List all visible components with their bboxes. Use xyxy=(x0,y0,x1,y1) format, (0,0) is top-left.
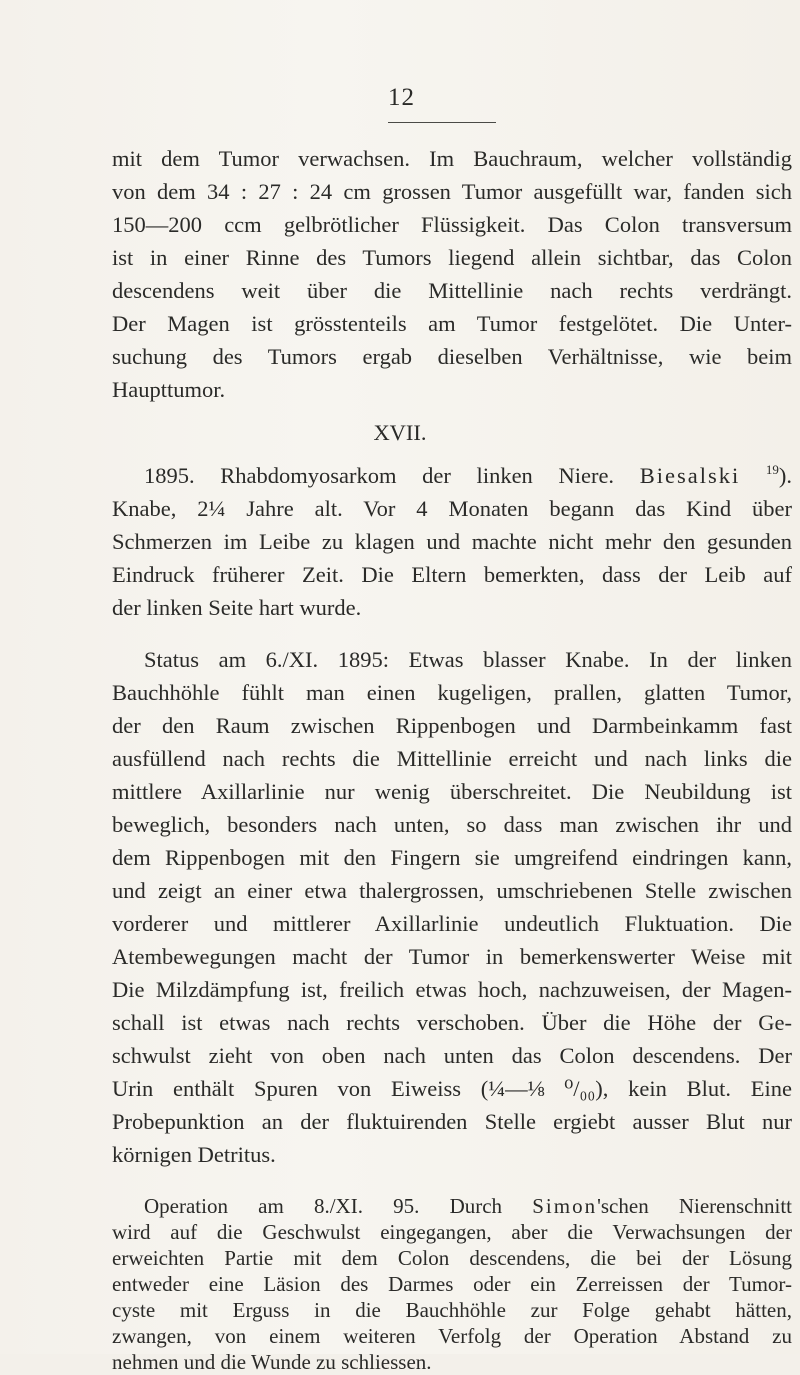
text-line: wird auf die Geschwulst eingegangen, aber die Verwachsungen der xyxy=(112,1220,792,1244)
case-title: 1895. Rhabdomyosarkom der linken Niere. xyxy=(144,463,615,488)
text-line: vorderer und mittlerer Axillarlinie undeutlich Fluktuation. Die xyxy=(112,911,792,936)
text-line: Bauchhöhle fühlt man einen kugeligen, prallen, glatten Tumor, xyxy=(112,680,792,705)
text-line: nehmen und die Wunde zu schliessen. xyxy=(112,1350,432,1374)
text-line: descendens weit über die Mittellinie nach rechts verdrängt. xyxy=(112,278,792,303)
text-line: Schmerzen im Leibe zu klagen und machte nicht mehr den gesunden xyxy=(112,529,792,554)
text-line: Die Milzdämpfung ist, freilich etwas hoch, nachzuweisen, der Magen- xyxy=(112,977,792,1002)
text-line: Eindruck früherer Zeit. Die Eltern bemerkten, dass der Leib auf xyxy=(112,562,792,587)
case-title-line xyxy=(144,461,792,491)
text-line: cyste mit Erguss in die Bauchhöhle zur Folge gehabt hätten, xyxy=(112,1298,792,1322)
operation-text: Operation am 8./XI. 95. Durch xyxy=(144,1194,503,1218)
text-line: der den Raum zwischen Rippenbogen und Darmbeinkamm fast xyxy=(112,713,792,738)
text-line: mittlere Axillarlinie nur wenig überschreitet. Die Neubildung ist xyxy=(112,779,792,804)
operation-text-post: 'schen Nierenschnitt xyxy=(597,1194,792,1218)
text-line: beweglich, besonders nach unten, so dass man zwischen ihr und xyxy=(112,812,792,837)
operation-line xyxy=(144,1193,792,1219)
text-line: Der Magen ist grösstenteils am Tumor festgelötet. Die Unter- xyxy=(112,311,792,336)
text-line: schwulst zieht von oben nach unten das Colon descendens. Der xyxy=(112,1043,792,1068)
text-line: mit dem Tumor verwachsen. Im Bauchraum, welcher vollständig xyxy=(112,146,792,171)
text-line: suchung des Tumors ergab dieselben Verhältnisse, wie beim xyxy=(112,344,792,369)
text-line: dem Rippenbogen mit den Fingern sie umgreifend eindringen kann, xyxy=(112,845,792,870)
author-name: Biesalski xyxy=(639,463,741,488)
text-line: Urin enthält Spuren von Eiweiss (¼—⅛ ⁰/₀₀), kein Blut. Eine xyxy=(112,1076,792,1101)
text-line: Atembewegungen macht der Tumor in bemerkenswerter Weise mit xyxy=(112,944,792,969)
text-line: ausfüllend nach rechts die Mittellinie erreicht und nach links die xyxy=(112,746,792,771)
text-line: und zeigt an einer etwa thalergrossen, umschriebenen Stelle zwischen xyxy=(112,878,792,903)
text-line: ist in einer Rinne des Tumors liegend allein sichtbar, das Colon xyxy=(112,245,792,270)
text-line: Knabe, 2¼ Jahre alt. Vor 4 Monaten begann das Kind über xyxy=(112,496,792,521)
text-line: zwangen, von einem weiteren Verfolg der Operation Abstand zu xyxy=(112,1324,792,1348)
text-line: schall ist etwas nach rechts verschoben. Über die Höhe der Ge- xyxy=(112,1010,792,1035)
text-line: der linken Seite hart wurde. xyxy=(112,595,362,620)
author-name: Simon xyxy=(532,1194,598,1218)
text-line: körnigen Detritus. xyxy=(112,1142,276,1167)
text-line: Status am 6./XI. 1895: Etwas blasser Knabe. In der linken xyxy=(144,647,792,672)
text-line: Probepunktion an der fluktuirenden Stelle ergiebt ausser Blut nur xyxy=(112,1109,792,1134)
reference-number: 19 xyxy=(765,462,779,477)
reference-close: ). xyxy=(778,463,793,488)
page-number: 12 xyxy=(388,84,415,111)
text-line: von dem 34 : 27 : 24 cm grossen Tumor ausgefüllt war, fanden sich xyxy=(112,179,792,204)
text-line: erweichten Partie mit dem Colon descendens, die bei der Lösung xyxy=(112,1246,792,1270)
text-line: 150—200 ccm gelbrötlicher Flüssigkeit. Das Colon transversum xyxy=(112,212,792,237)
text-line: Haupttumor. xyxy=(112,377,226,402)
section-heading: XVII. xyxy=(373,420,427,445)
header-rule xyxy=(388,122,496,123)
text-line: entweder eine Läsion des Darmes oder ein Zerreissen der Tumor- xyxy=(112,1272,792,1296)
